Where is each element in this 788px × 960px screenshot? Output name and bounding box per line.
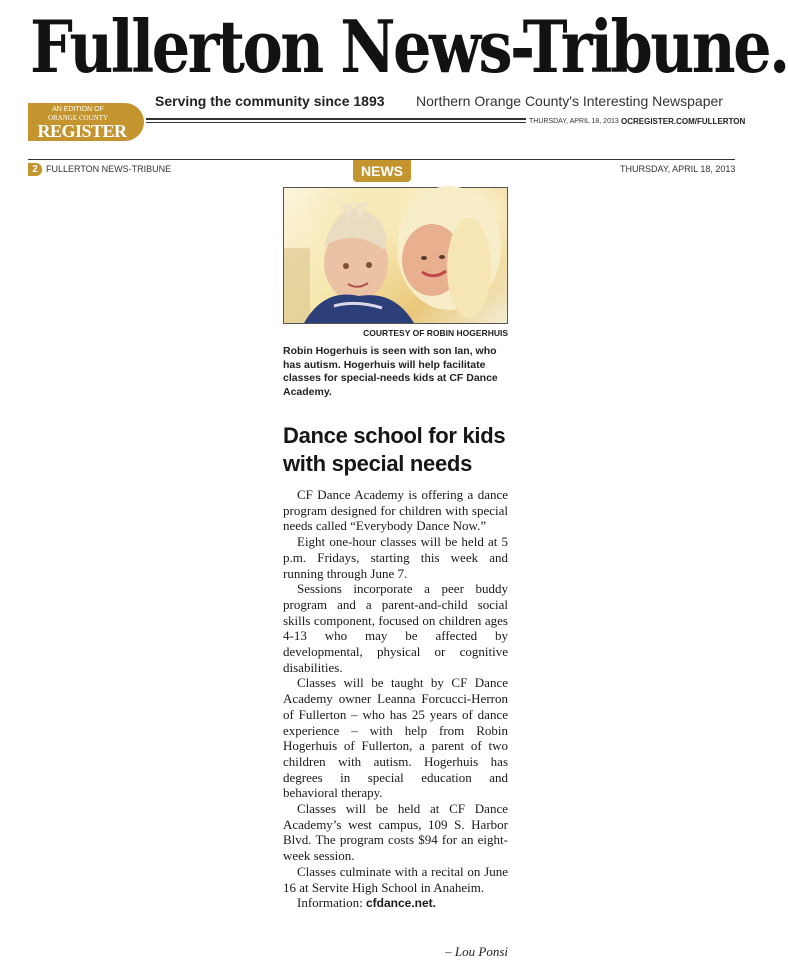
article-paragraph: Classes culminate with a recital on June 16 at Servite High School in Anaheim. [283,863,508,895]
site-url: OCREGISTER.COM/FULLERTON [621,117,746,126]
article-paragraph: CF Dance Academy is offering a dance program designed for children with special needs called “Everybody Dance Now.” [283,487,508,534]
masthead-subtitle: Northern Orange County's Interesting Newspaper [416,93,723,109]
folio-date: THURSDAY, APRIL 18, 2013 [620,164,736,174]
article-byline: – Lou Ponsi [445,944,508,959]
info-link[interactable]: cfdance.net. [365,896,436,911]
photo-caption: Robin Hogerhuis is seen with son Ian, who has autism. Hogerhuis will help facilitate classes for special-needs kids at CF Dance Academy. [283,345,498,398]
photo-credit: COURTESY OF ROBIN HOGERHUIS [363,328,508,338]
issue-date: THURSDAY, APRIL 18, 2013 [529,118,619,125]
article-paragraph: Classes will be taught by CF Dance Academy owner Leanna Forcucci-Herron of Fullerton – who has 25 years of dance experience – with help from Robin Hogerhuis of Fullerton, a parent of two children with autism. Hogerhuis has degrees in special education and behavioral therapy. [283,675,508,801]
edition-line-1: AN EDITION OF [52,106,104,113]
masthead-rule [146,118,526,120]
article-paragraph: Eight one-hour classes will be held at 5 p.m. Fridays, starting this week and running through June 7. [283,534,508,581]
edition-line-3: REGISTER [37,121,127,141]
article-paragraph: Sessions incorporate a peer buddy program and a parent-and-child social skills component, focused on children ages 4-13 who may be affected by developmental, physical or cognitive disabilities. [283,581,508,675]
photo-illustration [284,188,507,323]
newspaper-masthead: Fullerton News-Tribune. [30,4,788,89]
article-body [283,487,508,912]
register-edition-badge [28,103,144,141]
masthead-tagline: Serving the community since 1893 [155,93,385,109]
article-photo [283,187,508,324]
article-paragraph: Classes will be held at CF Dance Academy’s west campus, 109 S. Harbor Blvd. The program costs $94 for an eight-week session. [283,801,508,864]
folio-publication: FULLERTON NEWS-TRIBUNE [46,164,172,174]
info-label: Information: [297,895,363,911]
page-number-badge: 2 [28,163,42,176]
article-info-line [283,895,508,912]
masthead-rule-thin [146,122,526,123]
article-headline: Dance school for kids with special needs [283,423,506,476]
section-tag: NEWS [353,160,411,182]
edition-line-2: ORANGE COUNTY [47,114,109,122]
